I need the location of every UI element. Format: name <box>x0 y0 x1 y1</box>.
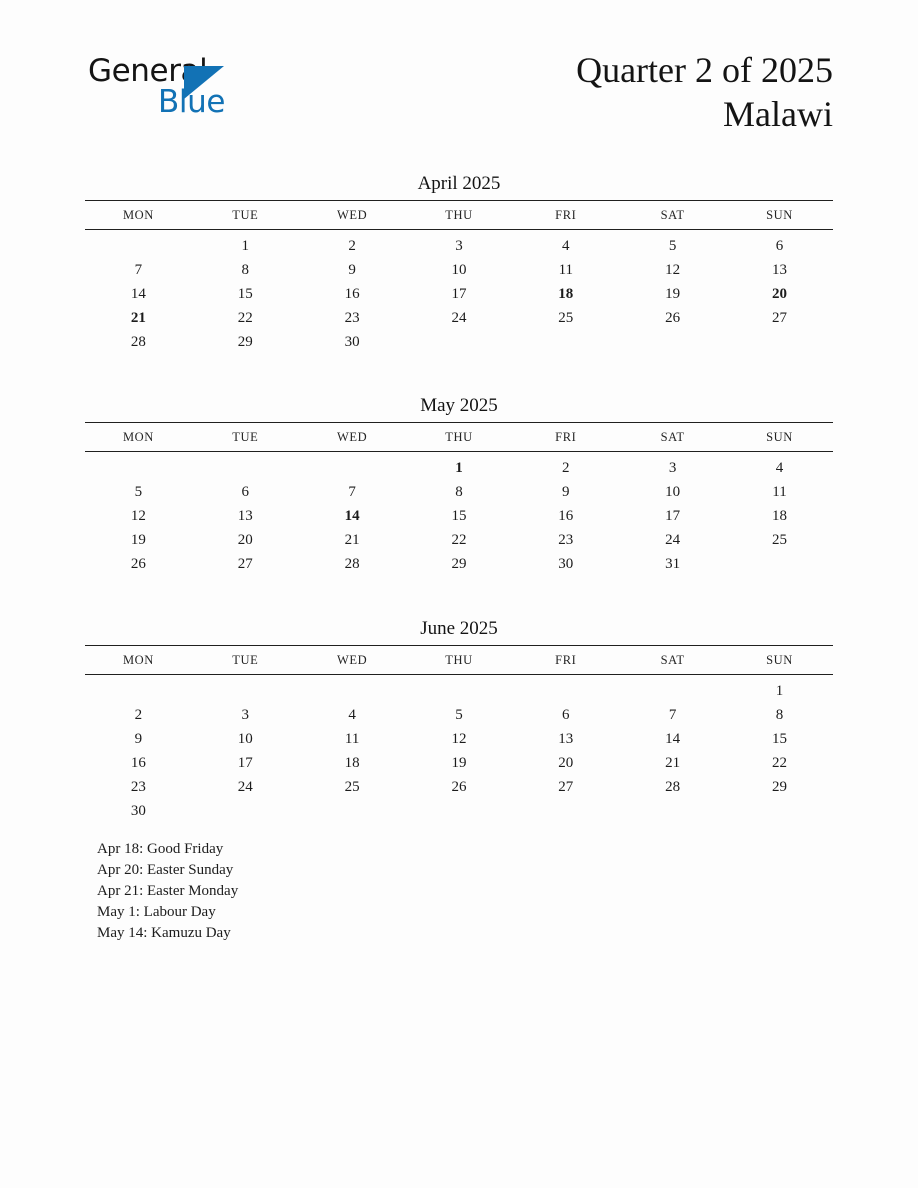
weekday-header-fri: FRI <box>512 423 619 452</box>
weekday-header-sun: SUN <box>726 423 833 452</box>
day-cell[interactable]: 18 <box>558 285 574 302</box>
day-cell[interactable]: 2 <box>134 706 143 723</box>
day-cell-empty <box>85 452 192 481</box>
weekday-header-mon: MON <box>85 201 192 230</box>
general-blue-logo <box>88 53 338 132</box>
week-row <box>85 306 833 330</box>
day-cell[interactable]: 14 <box>130 285 146 302</box>
month-grid <box>85 200 833 354</box>
day-cell-empty <box>406 330 513 354</box>
day-cell[interactable]: 6 <box>241 483 250 500</box>
day-cell-empty <box>192 452 299 481</box>
day-cell[interactable]: 31 <box>665 555 681 572</box>
day-cell[interactable]: 29 <box>451 555 467 572</box>
day-cell[interactable]: 8 <box>775 706 784 723</box>
holiday-legend-item: Apr 18: Good Friday <box>97 841 224 857</box>
day-cell[interactable]: 29 <box>772 778 788 795</box>
weekday-header-row <box>85 646 833 675</box>
day-cell-empty <box>299 452 406 481</box>
day-cell[interactable]: 23 <box>558 531 574 548</box>
day-cell-empty <box>512 675 619 704</box>
day-cell[interactable]: 11 <box>772 483 787 500</box>
week-row <box>85 330 833 354</box>
day-cell[interactable]: 26 <box>451 778 467 795</box>
week-row <box>85 504 833 528</box>
day-cell[interactable]: 22 <box>237 309 253 326</box>
week-row <box>85 552 833 576</box>
day-cell[interactable]: 13 <box>237 507 253 524</box>
day-cell[interactable]: 18 <box>344 754 360 771</box>
day-cell[interactable]: 30 <box>130 802 146 819</box>
day-cell[interactable]: 16 <box>558 507 574 524</box>
day-cell-empty <box>619 675 726 704</box>
day-cell[interactable]: 20 <box>558 754 574 771</box>
day-cell[interactable]: 22 <box>451 531 467 548</box>
day-cell-empty <box>299 799 406 823</box>
day-cell[interactable]: 30 <box>344 333 360 350</box>
month-block-may <box>85 394 833 576</box>
day-cell[interactable]: 17 <box>237 754 253 771</box>
day-cell[interactable]: 9 <box>134 730 143 747</box>
weekday-header-sun: SUN <box>726 646 833 675</box>
day-cell[interactable]: 19 <box>665 285 681 302</box>
day-cell-empty <box>512 799 619 823</box>
day-cell[interactable]: 28 <box>130 333 146 350</box>
day-cell[interactable]: 27 <box>772 309 788 326</box>
day-cell[interactable]: 12 <box>665 261 681 278</box>
day-cell-empty <box>85 675 192 704</box>
logo-text-blue: Blue <box>158 84 225 120</box>
day-cell[interactable]: 10 <box>665 483 681 500</box>
day-cell[interactable]: 11 <box>558 261 574 278</box>
weekday-header-wed: WED <box>299 423 406 452</box>
day-cell[interactable]: 23 <box>344 309 360 326</box>
weekday-header-thu: THU <box>406 201 513 230</box>
week-row <box>85 799 833 823</box>
day-cell-empty <box>726 799 833 823</box>
day-cell[interactable]: 4 <box>775 459 784 476</box>
week-row <box>85 675 833 704</box>
week-row <box>85 282 833 306</box>
day-cell[interactable]: 24 <box>451 309 467 326</box>
day-cell-empty <box>406 799 513 823</box>
week-row <box>85 528 833 552</box>
day-cell-empty <box>192 675 299 704</box>
day-cell[interactable]: 8 <box>455 483 463 500</box>
day-cell[interactable]: 17 <box>451 285 467 302</box>
day-cell[interactable]: 10 <box>451 261 467 278</box>
weekday-header-sat: SAT <box>619 646 726 675</box>
holiday-legend-item: Apr 21: Easter Monday <box>97 883 239 899</box>
weekday-header-sat: SAT <box>619 201 726 230</box>
day-cell-empty <box>726 330 833 354</box>
logo-text-general: General <box>88 53 208 89</box>
day-cell[interactable]: 7 <box>134 261 143 278</box>
day-cell[interactable]: 5 <box>134 483 143 500</box>
day-cell[interactable]: 4 <box>348 706 356 723</box>
holiday-legend-item: Apr 20: Easter Sunday <box>97 862 234 878</box>
weekday-header-thu: THU <box>406 646 513 675</box>
day-cell[interactable]: 6 <box>775 237 784 254</box>
day-cell[interactable]: 8 <box>241 261 250 278</box>
title-block <box>576 48 833 136</box>
day-cell[interactable]: 24 <box>665 531 681 548</box>
week-row <box>85 258 833 282</box>
month-block-april <box>85 172 833 354</box>
day-cell[interactable]: 29 <box>237 333 253 350</box>
day-cell[interactable]: 15 <box>772 730 788 747</box>
week-row <box>85 727 833 751</box>
day-cell[interactable]: 15 <box>237 285 253 302</box>
day-cell[interactable]: 21 <box>665 754 681 771</box>
month-block-june <box>85 617 833 823</box>
day-cell[interactable]: 2 <box>348 237 356 254</box>
day-cell[interactable]: 5 <box>668 237 677 254</box>
day-cell[interactable]: 28 <box>344 555 360 572</box>
weekday-header-mon: MON <box>85 423 192 452</box>
day-cell[interactable]: 1 <box>455 459 463 476</box>
day-cell[interactable]: 7 <box>668 706 677 723</box>
holiday-legend <box>97 839 597 944</box>
month-grid <box>85 645 833 823</box>
day-cell-empty <box>192 799 299 823</box>
day-cell[interactable]: 7 <box>348 483 356 500</box>
day-cell[interactable]: 1 <box>241 237 250 254</box>
month-title: June 2025 <box>420 618 498 639</box>
day-cell[interactable]: 22 <box>772 754 788 771</box>
week-row <box>85 751 833 775</box>
month-title: April 2025 <box>417 173 501 194</box>
day-cell[interactable]: 3 <box>455 237 463 254</box>
weekday-header-fri: FRI <box>512 646 619 675</box>
holiday-legend-item: May 14: Kamuzu Day <box>97 925 231 941</box>
day-cell[interactable]: 1 <box>775 682 784 699</box>
day-cell-empty <box>406 675 513 704</box>
week-row <box>85 230 833 259</box>
day-cell[interactable]: 14 <box>344 507 360 524</box>
day-cell[interactable]: 13 <box>558 730 574 747</box>
week-row <box>85 480 833 504</box>
day-cell[interactable]: 12 <box>451 730 467 747</box>
day-cell[interactable]: 6 <box>562 706 570 723</box>
day-cell[interactable]: 13 <box>772 261 788 278</box>
day-cell-empty <box>619 330 726 354</box>
week-row <box>85 775 833 799</box>
weekday-header-tue: TUE <box>192 646 299 675</box>
day-cell[interactable]: 9 <box>348 261 356 278</box>
day-cell-empty <box>726 552 833 576</box>
day-cell[interactable]: 11 <box>344 730 360 747</box>
day-cell[interactable]: 20 <box>772 285 788 302</box>
day-cell[interactable]: 15 <box>451 507 467 524</box>
weekday-header-thu: THU <box>406 423 513 452</box>
weekday-header-wed: WED <box>299 201 406 230</box>
day-cell[interactable]: 3 <box>241 706 250 723</box>
weekday-header-mon: MON <box>85 646 192 675</box>
day-cell[interactable]: 16 <box>344 285 360 302</box>
weekday-header-wed: WED <box>299 646 406 675</box>
day-cell[interactable]: 23 <box>130 778 146 795</box>
weekday-header-tue: TUE <box>192 423 299 452</box>
day-cell[interactable]: 20 <box>237 531 253 548</box>
day-cell[interactable]: 17 <box>665 507 681 524</box>
day-cell[interactable]: 18 <box>772 507 788 524</box>
week-row <box>85 703 833 727</box>
day-cell[interactable]: 19 <box>130 531 146 548</box>
day-cell[interactable]: 10 <box>237 730 253 747</box>
day-cell[interactable]: 26 <box>665 309 681 326</box>
day-cell[interactable]: 14 <box>665 730 681 747</box>
weekday-header-row <box>85 423 833 452</box>
day-cell[interactable]: 21 <box>344 531 360 548</box>
day-cell[interactable]: 12 <box>130 507 146 524</box>
day-cell[interactable]: 16 <box>130 754 146 771</box>
day-cell[interactable]: 25 <box>558 309 574 326</box>
weekday-header-sat: SAT <box>619 423 726 452</box>
holiday-legend-item: May 1: Labour Day <box>97 904 216 920</box>
day-cell[interactable]: 21 <box>130 309 146 326</box>
week-row <box>85 452 833 481</box>
weekday-header-tue: TUE <box>192 201 299 230</box>
weekday-header-fri: FRI <box>512 201 619 230</box>
day-cell[interactable]: 4 <box>562 237 570 254</box>
day-cell-empty <box>299 675 406 704</box>
day-cell[interactable]: 27 <box>237 555 253 572</box>
day-cell[interactable]: 2 <box>562 459 570 476</box>
day-cell[interactable]: 5 <box>455 706 463 723</box>
month-grid <box>85 422 833 576</box>
weekday-header-row <box>85 201 833 230</box>
page-title: Quarter 2 of 2025 <box>576 50 833 90</box>
day-cell[interactable]: 24 <box>237 778 253 795</box>
day-cell-empty <box>85 230 192 259</box>
day-cell[interactable]: 30 <box>558 555 574 572</box>
day-cell[interactable]: 9 <box>562 483 570 500</box>
month-title: May 2025 <box>420 395 498 416</box>
day-cell-empty <box>619 799 726 823</box>
page-subtitle: Malawi <box>723 94 833 134</box>
page-header <box>88 48 833 140</box>
day-cell-empty <box>512 330 619 354</box>
day-cell[interactable]: 26 <box>130 555 146 572</box>
day-cell[interactable]: 27 <box>558 778 574 795</box>
day-cell[interactable]: 19 <box>451 754 467 771</box>
day-cell[interactable]: 28 <box>665 778 681 795</box>
day-cell[interactable]: 25 <box>772 531 788 548</box>
day-cell[interactable]: 3 <box>668 459 677 476</box>
day-cell[interactable]: 25 <box>344 778 360 795</box>
weekday-header-sun: SUN <box>726 201 833 230</box>
